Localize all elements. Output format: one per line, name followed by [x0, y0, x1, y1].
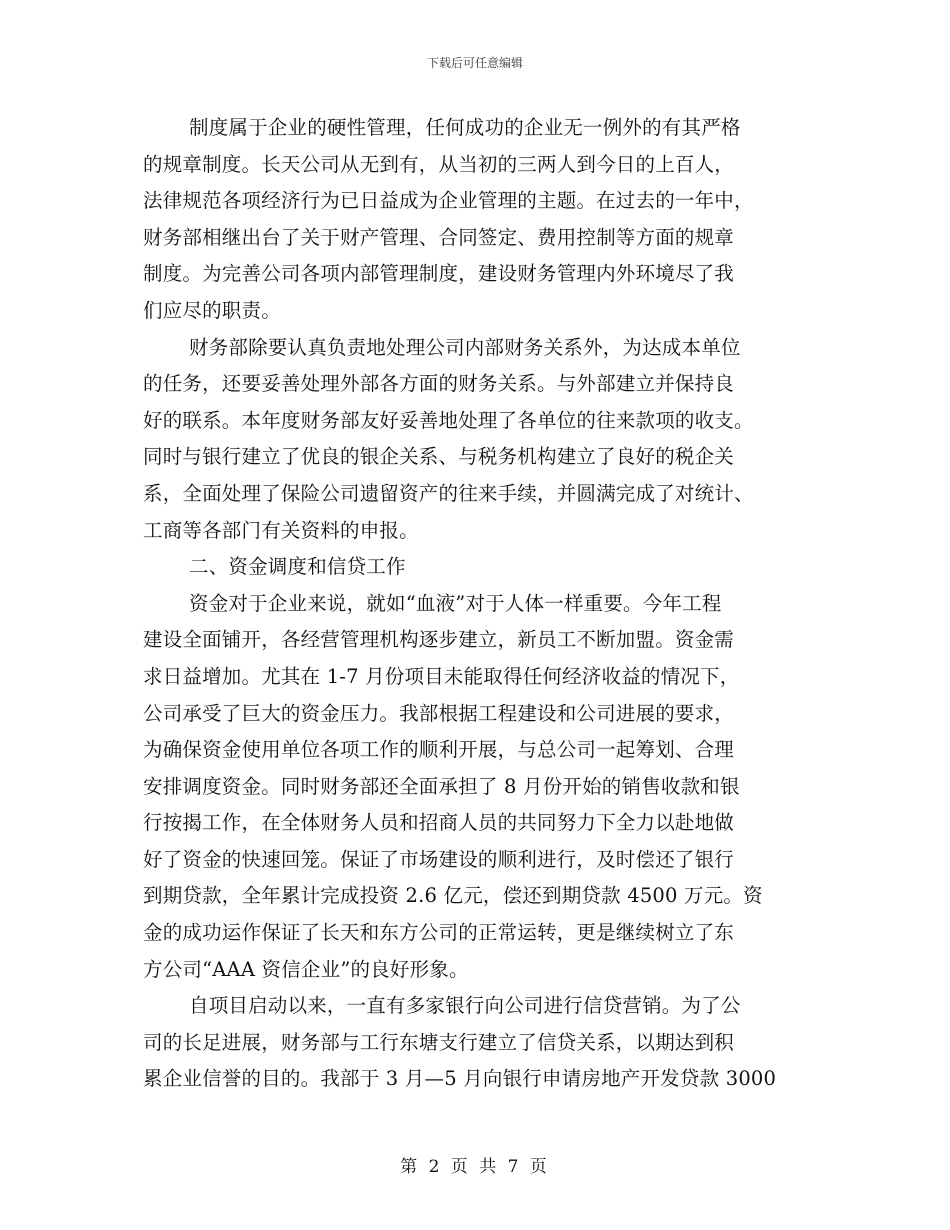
document-body [143, 110, 808, 1098]
page-header: 下载后可任意编辑 [426, 56, 523, 70]
paragraph-line: 系，全面处理了保险公司遗留资产的往来手续，并圆满完成了对统计、 [143, 481, 754, 505]
paragraph-line: 资金对于企业来说，就如“血液”对于人体一样重要。今年工程 [189, 591, 722, 615]
paragraph-line: 的规章制度。长天公司从无到有，从当初的三两人到今日的上百人， [143, 152, 735, 176]
paragraph-line: 同时与银行建立了优良的银企关系、与税务机构建立了良好的税企关 [143, 445, 735, 469]
paragraph-line: 好了资金的快速回笼。保证了市场建设的顺利进行，及时偿还了银行 [143, 847, 735, 871]
paragraph-line: 制度属于企业的硬性管理，任何成功的企业无一例外的有其严格 [189, 116, 741, 139]
paragraph-line: 司的长足进展，财务部与工行东塘支行建立了信贷关系，以期达到积 [143, 1030, 735, 1054]
paragraph-line: 安排调度资金。同时财务部还全面承担了 8 月份开始的销售收款和银 [143, 774, 740, 798]
paragraph-line: 财务部除要认真负责地处理公司内部财务关系外，为达成本单位 [189, 335, 741, 359]
paragraph-line: 金的成功运作保证了长天和东方公司的正常运转，更是继续树立了东 [143, 921, 735, 945]
paragraph-line: 求日益增加。尤其在 1-7 月份项目未能取得任何经济收益的情况下， [143, 664, 740, 688]
paragraph-line: 财务部相继出台了关于财产管理、合同签定、费用控制等方面的规章 [143, 225, 735, 249]
paragraph-line: 行按揭工作，在全体财务人员和招商人员的共同努力下全力以赴地做 [143, 811, 735, 835]
paragraph-line: 累企业信誉的目的。我部于 3 月—5 月向银行申请房地产开发贷款 3000 [143, 1067, 777, 1091]
paragraph-line: 建设全面铺开，各经营管理机构逐步建立，新员工不断加盟。资金需 [143, 628, 735, 652]
paragraph-line: 方公司“AAA 资信企业”的良好形象。 [143, 957, 469, 981]
paragraph-line: 公司承受了巨大的资金压力。我部根据工程建设和公司进展的要求， [143, 701, 735, 725]
section-heading: 二、资金调度和信贷工作 [189, 555, 406, 579]
paragraph-line: 到期贷款，全年累计完成投资 2.6 亿元，偿还到期贷款 4500 万元。资 [143, 884, 763, 908]
page-number: 第 2 页 共 7 页 [400, 1157, 550, 1177]
paragraph-line: 为确保资金使用单位各项工作的顺利开展，与总公司一起筹划、合理 [143, 738, 735, 762]
paragraph-line: 的任务，还要妥善处理外部各方面的财务关系。与外部建立并保持良 [143, 372, 735, 396]
paragraph-line: 制度。为完善公司各项内部管理制度，建设财务管理内外环境尽了我 [143, 262, 735, 286]
paragraph-line: 工商等各部门有关资料的申报。 [143, 518, 419, 542]
paragraph-line: 自项目启动以来，一直有多家银行向公司进行信贷营销。为了公 [189, 994, 741, 1018]
paragraph-line: 们应尽的职责。 [143, 298, 281, 322]
paragraph-line: 法律规范各项经济行为已日益成为企业管理的主题。在过去的一年中， [143, 189, 754, 213]
paragraph-line: 好的联系。本年度财务部友好妥善地处理了各单位的往来款项的收支。 [143, 408, 754, 432]
